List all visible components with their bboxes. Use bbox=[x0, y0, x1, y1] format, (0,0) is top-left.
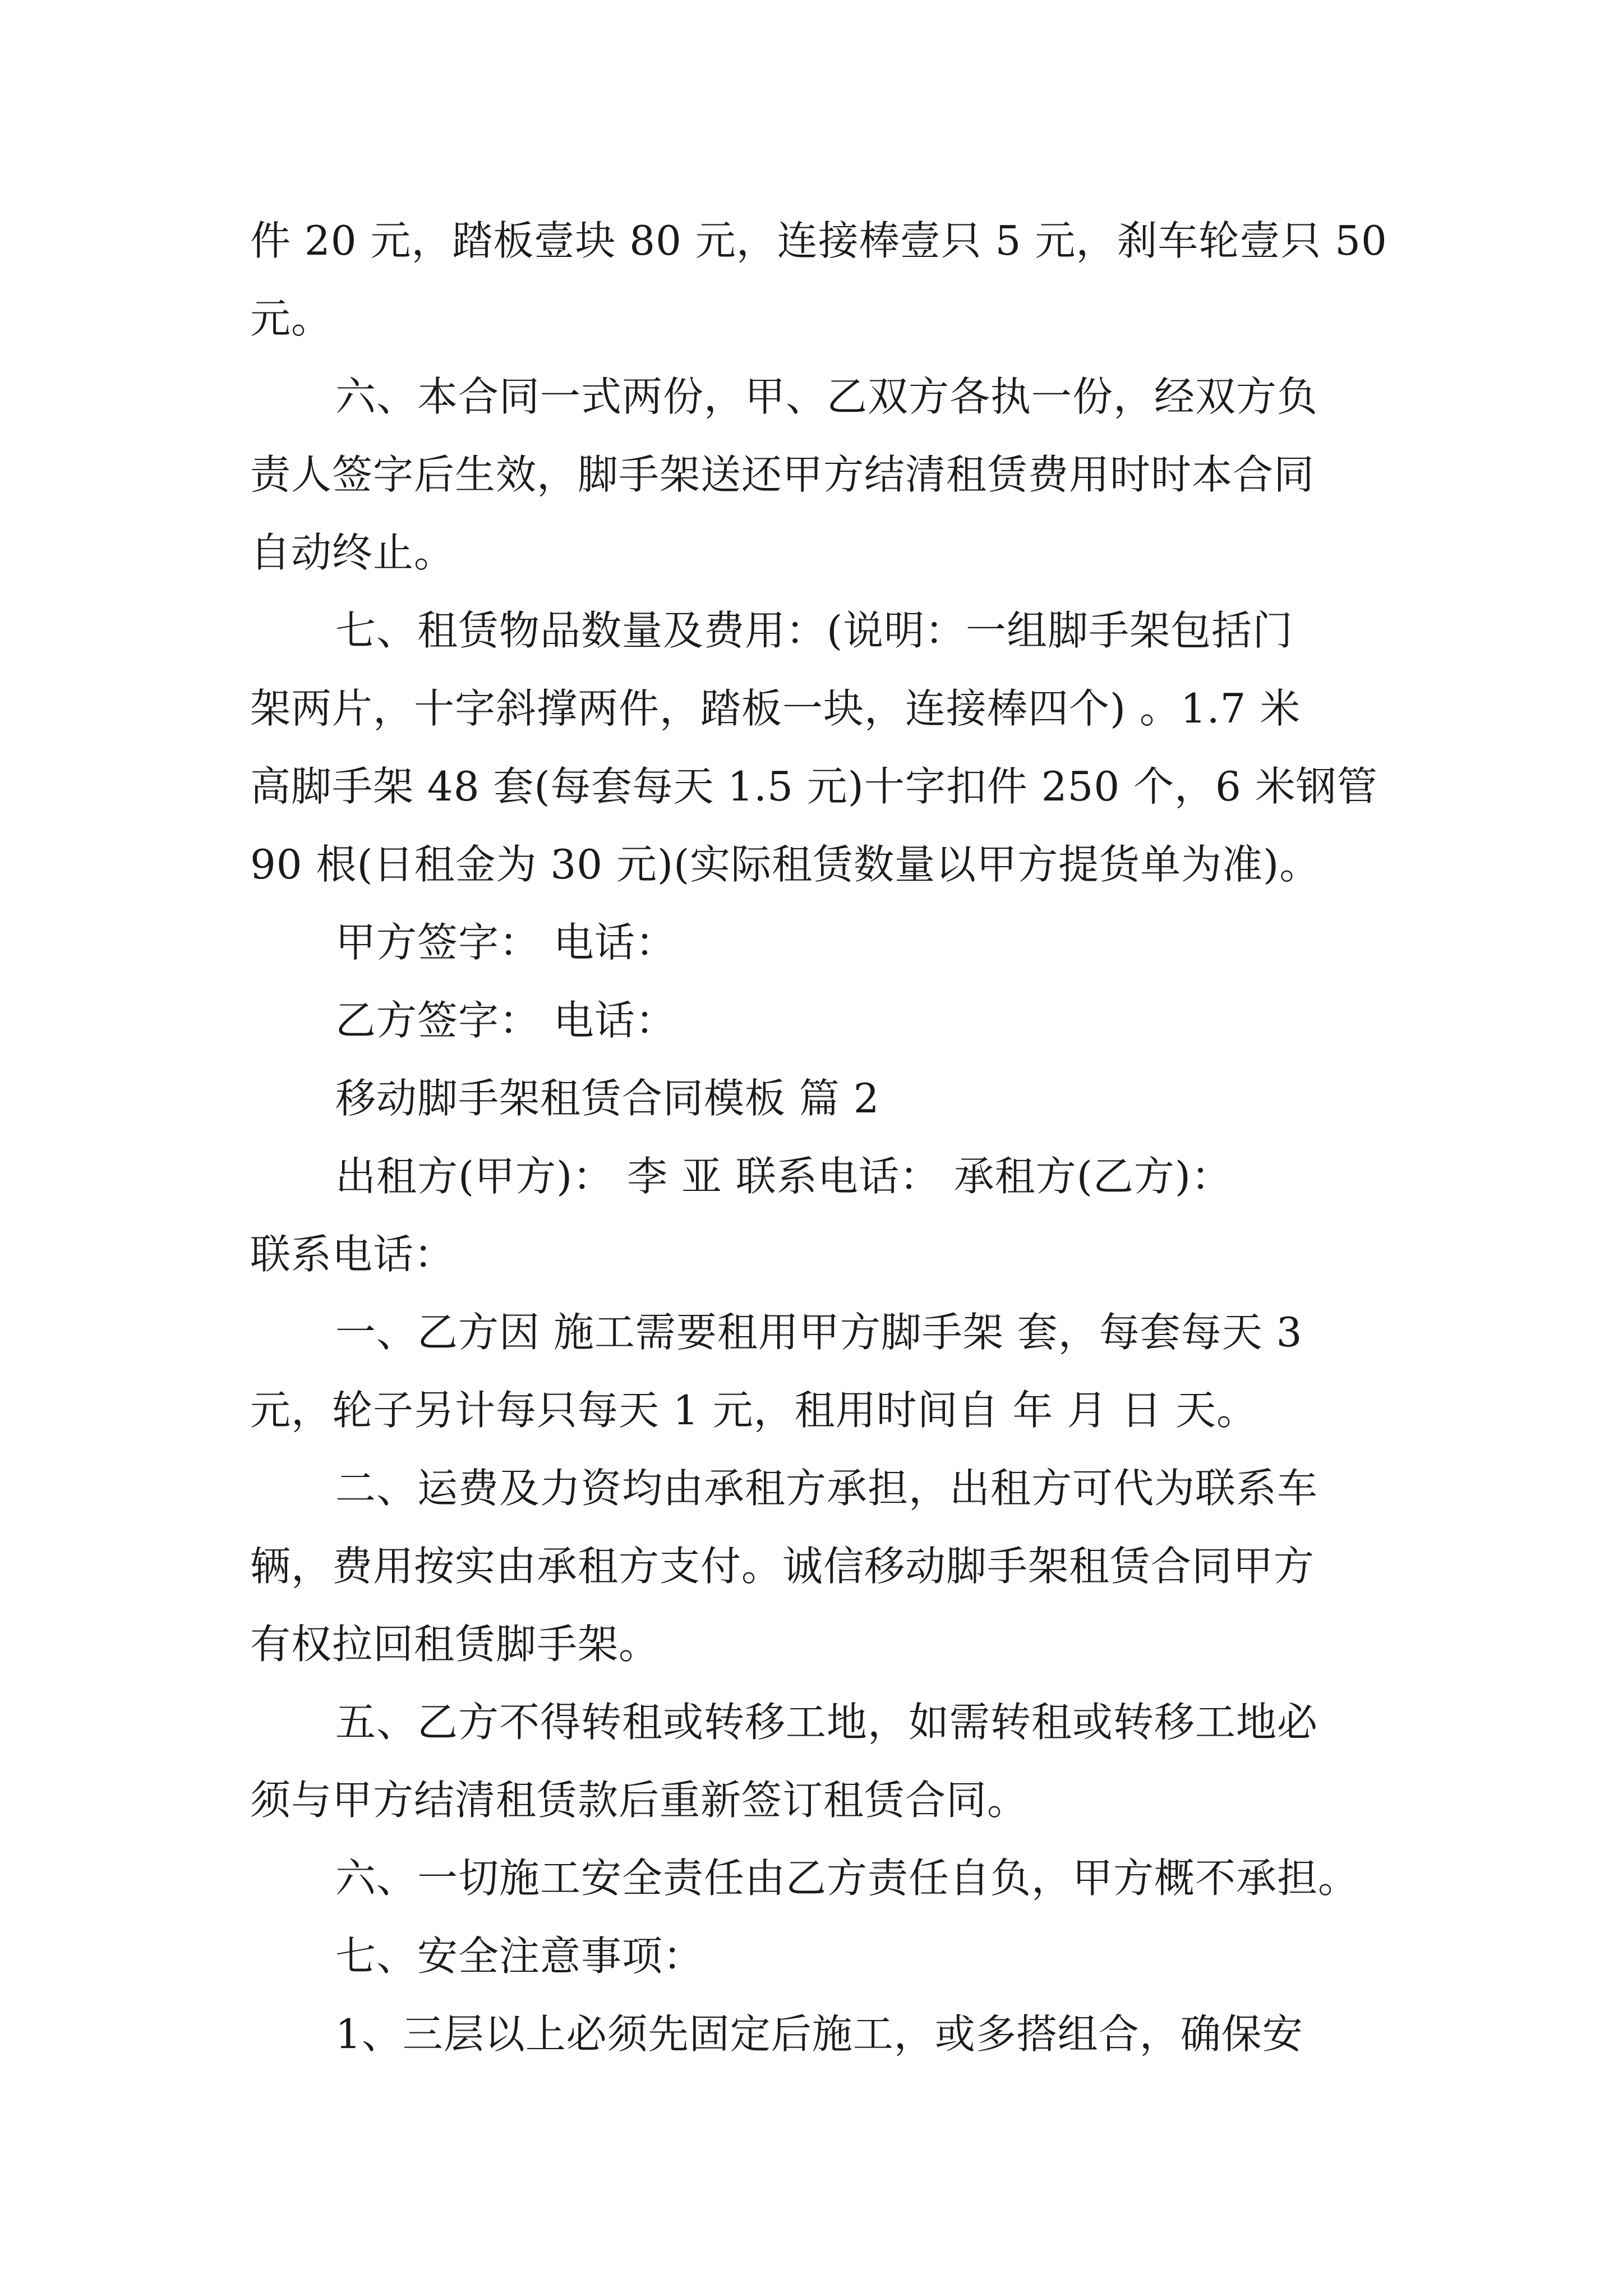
clause-six: 六、本合同一式两份，甲、乙双方各执一份，经双方负 bbox=[335, 373, 1318, 420]
text-line: 须与甲方结清租赁款后重新签订租赁合同。 bbox=[250, 1777, 1029, 1824]
party-a-signature-line: 甲方签字： 电话： bbox=[335, 919, 676, 966]
clause-two: 二、运费及力资均由承租方承担，出租方可代为联系车 bbox=[335, 1465, 1318, 1512]
text-line: 责人签字后生效，脚手架送还甲方结清租赁费用时时本合同 bbox=[250, 451, 1315, 498]
text-line: 件 20 元，踏板壹块 80 元，连接棒壹只 5 元，刹车轮壹只 50 bbox=[250, 217, 1387, 264]
clause-seven-b: 七、安全注意事项： bbox=[335, 1932, 704, 1980]
text-line: 90 根(日租金为 30 元)(实际租赁数量以甲方提货单为准)。 bbox=[250, 841, 1321, 888]
clause-five: 五、乙方不得转租或转移工地，如需转租或转移工地必 bbox=[335, 1699, 1318, 1746]
text-line: 高脚手架 48 套(每套每天 1.5 元)十字扣件 250 个，6 米钢管 bbox=[250, 763, 1378, 810]
lessor-info-line: 出租方(甲方)： 李 亚 联系电话： 承租方(乙方)： bbox=[335, 1153, 1232, 1200]
text-line: 元。 bbox=[250, 295, 333, 342]
party-b-signature-line: 乙方签字： 电话： bbox=[335, 997, 676, 1044]
text-line: 联系电话： bbox=[250, 1231, 455, 1278]
clause-one: 一、乙方因 施工需要租用甲方脚手架 套，每套每天 3 bbox=[335, 1309, 1303, 1356]
text-line: 自动终止。 bbox=[250, 529, 455, 576]
clause-six-b: 六、一切施工安全责任由乙方责任自负，甲方概不承担。 bbox=[335, 1855, 1359, 1902]
text-line: 有权拉回租赁脚手架。 bbox=[250, 1621, 660, 1668]
text-line: 元，轮子另计每只每天 1 元，租用时间自 年 月 日 天。 bbox=[250, 1387, 1258, 1434]
safety-item-1: 1、三层以上必须先固定后施工，或多搭组合，确保安 bbox=[335, 2010, 1303, 2058]
text-line: 架两片，十字斜撑两件，踏板一块，连接棒四个) 。1.7 米 bbox=[250, 685, 1301, 732]
text-line: 辆，费用按实由承租方支付。诚信移动脚手架租赁合同甲方 bbox=[250, 1543, 1315, 1590]
document-body bbox=[250, 202, 1387, 2073]
clause-seven: 七、租赁物品数量及费用：(说明：一组脚手架包括门 bbox=[335, 607, 1294, 654]
section-heading: 移动脚手架租赁合同模板 篇 2 bbox=[335, 1075, 880, 1122]
